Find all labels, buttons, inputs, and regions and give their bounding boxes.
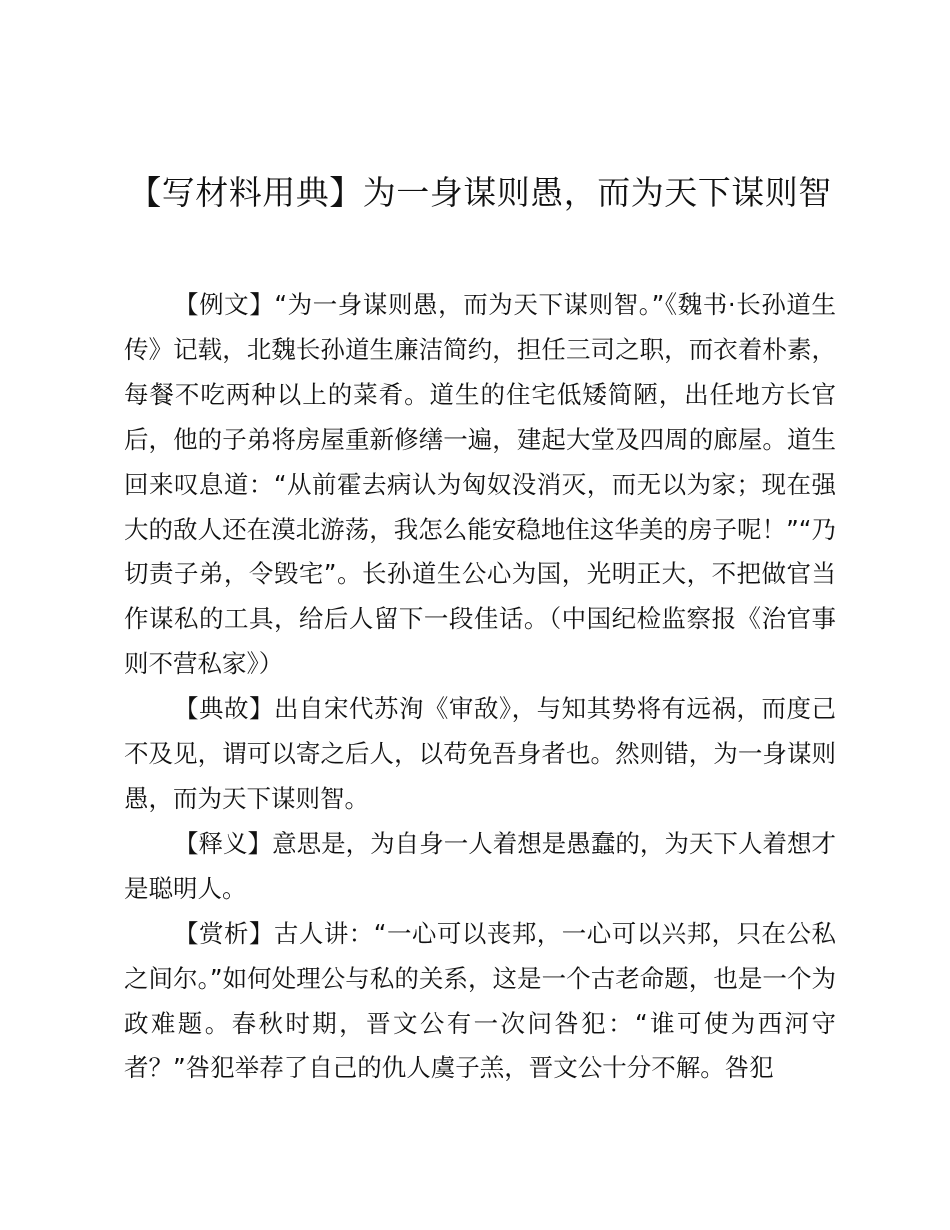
paragraph-allusion: 【典故】出自宋代苏洵《审敌》，与知其势将有远祸，而度己不及见，谓可以寄之后人，以苟免吾身者也。然则错，为一身谋则愚，而为天下谋则智。 bbox=[124, 694, 836, 813]
paragraph-example: 【例文】“为一身谋则愚，而为天下谋则智。”《魏书·长孙道生传》记载，北魏长孙道生廉洁简约，担任三司之职，而衣着朴素，每餐不吃两种以上的菜肴。道生的住宅低矮简陋，出任地方长官后，他的子弟将房屋重新修缮一遍，建起大堂及四周的廊屋。道生回来叹息道：“从前霍去病认为匈奴没消灭，而无以为家；现在强大的敌人还在漠北游荡，我怎么能安稳地住这华美的房子呢！”“乃切责子弟，令毁宅”。长孙道生公心为国，光明正大，不把做官当作谋私的工具，给后人留下一段佳话。（中国纪检监察报《治官事则不营私家》） bbox=[124, 290, 836, 679]
document-title: 【写材料用典】为一身谋则愚，而为天下谋则智 bbox=[128, 173, 832, 212]
paragraph-appreciation: 【赏析】古人讲：“一心可以丧邦，一心可以兴邦，只在公私之间尔。”如何处理公与私的关系，这是一个古老命题，也是一个为政难题。春秋时期，晋文公有一次问咎犯：“谁可使为西河守者？”咎犯举荐了自己的仇人虞子羔，晋文公十分不解。咎犯 bbox=[124, 918, 836, 1083]
paragraph-meaning: 【释义】意思是，为自身一人着想是愚蠢的，为天下人着想才是聪明人。 bbox=[124, 828, 836, 903]
document-body bbox=[124, 283, 836, 1091]
